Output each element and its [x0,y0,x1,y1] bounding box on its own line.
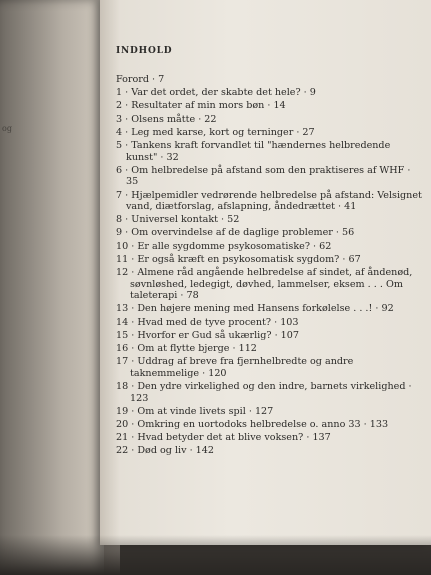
toc-entry: 6 · Om helbredelse på afstand som den praktiseres af WHF · 35 [116,164,411,188]
toc-entry: 14 · Hvad med de tyve procent? · 103 [116,316,299,328]
toc-entry: 5 · Tankens kraft forvandlet til "hændernes helbredende kunst" · 32 [116,139,391,163]
previous-page-text: og [2,124,12,133]
toc-entry: 15 · Hvorfor er Gud så ukærlig? · 107 [116,329,299,341]
toc-entry: 17 · Uddrag af breve fra fjernhelbredte og andre taknemmelige · 120 [116,356,354,379]
toc-entry: 1 · Var det ordet, der skabte det hele? · 9 [116,87,316,99]
background-bottom [0,535,431,575]
toc-entry: 11 · Er også kræft en psykosomatisk sygdom? · 67 [116,253,361,265]
toc-entry: Forord · 7 [116,74,165,85]
toc-entry: 2 · Resultater af min mors bøn · 14 [116,100,286,112]
toc-entry: 3 · Olsens måtte · 22 [116,113,217,125]
toc-entry: 12 · Almene råd angående helbredelse af sindet, af åndenød, søvnløshed, ledegigt, døvhed, lammelser, eksem . . . Om taleterapi · 78 [116,267,413,302]
toc-entry: 4 · Leg med karse, kort og terninger · 27 [116,126,315,138]
table-of-contents [116,46,422,458]
toc-heading: INDHOLD [116,46,173,56]
toc-entry: 20 · Omkring en uortodoks helbredelse o. anno 33 · 133 [116,418,389,430]
toc-entry: 8 · Universel kontakt · 52 [116,214,240,226]
toc-entry: 22 · Død og liv · 142 [116,445,214,457]
toc-entry: 13 · Den højere mening med Hansens forkølelse . . .! · 92 [116,303,394,315]
toc-entry: 21 · Hvad betyder det at blive voksen? · 137 [116,432,331,444]
toc-entry: 18 · Den ydre virkelighed og den indre, barnets virkelighed · 123 [116,380,412,404]
toc-entry: 16 · Om at flytte bjerge · 112 [116,342,257,354]
toc-entry: 10 · Er alle sygdomme psykosomatiske? · 62 [116,240,332,252]
toc-entry: 19 · Om at vinde livets spil · 127 [116,405,274,417]
toc-list [116,74,422,457]
toc-entry: 7 · Hjælpemidler vedrørende helbredelse på afstand: Velsignet vand, diætforslag, afslapning, åndedrættet · 41 [116,189,422,213]
previous-page [0,0,104,575]
toc-entry: 9 · Om overvindelse af de daglige problemer · 56 [116,227,355,239]
book-page [100,0,431,545]
